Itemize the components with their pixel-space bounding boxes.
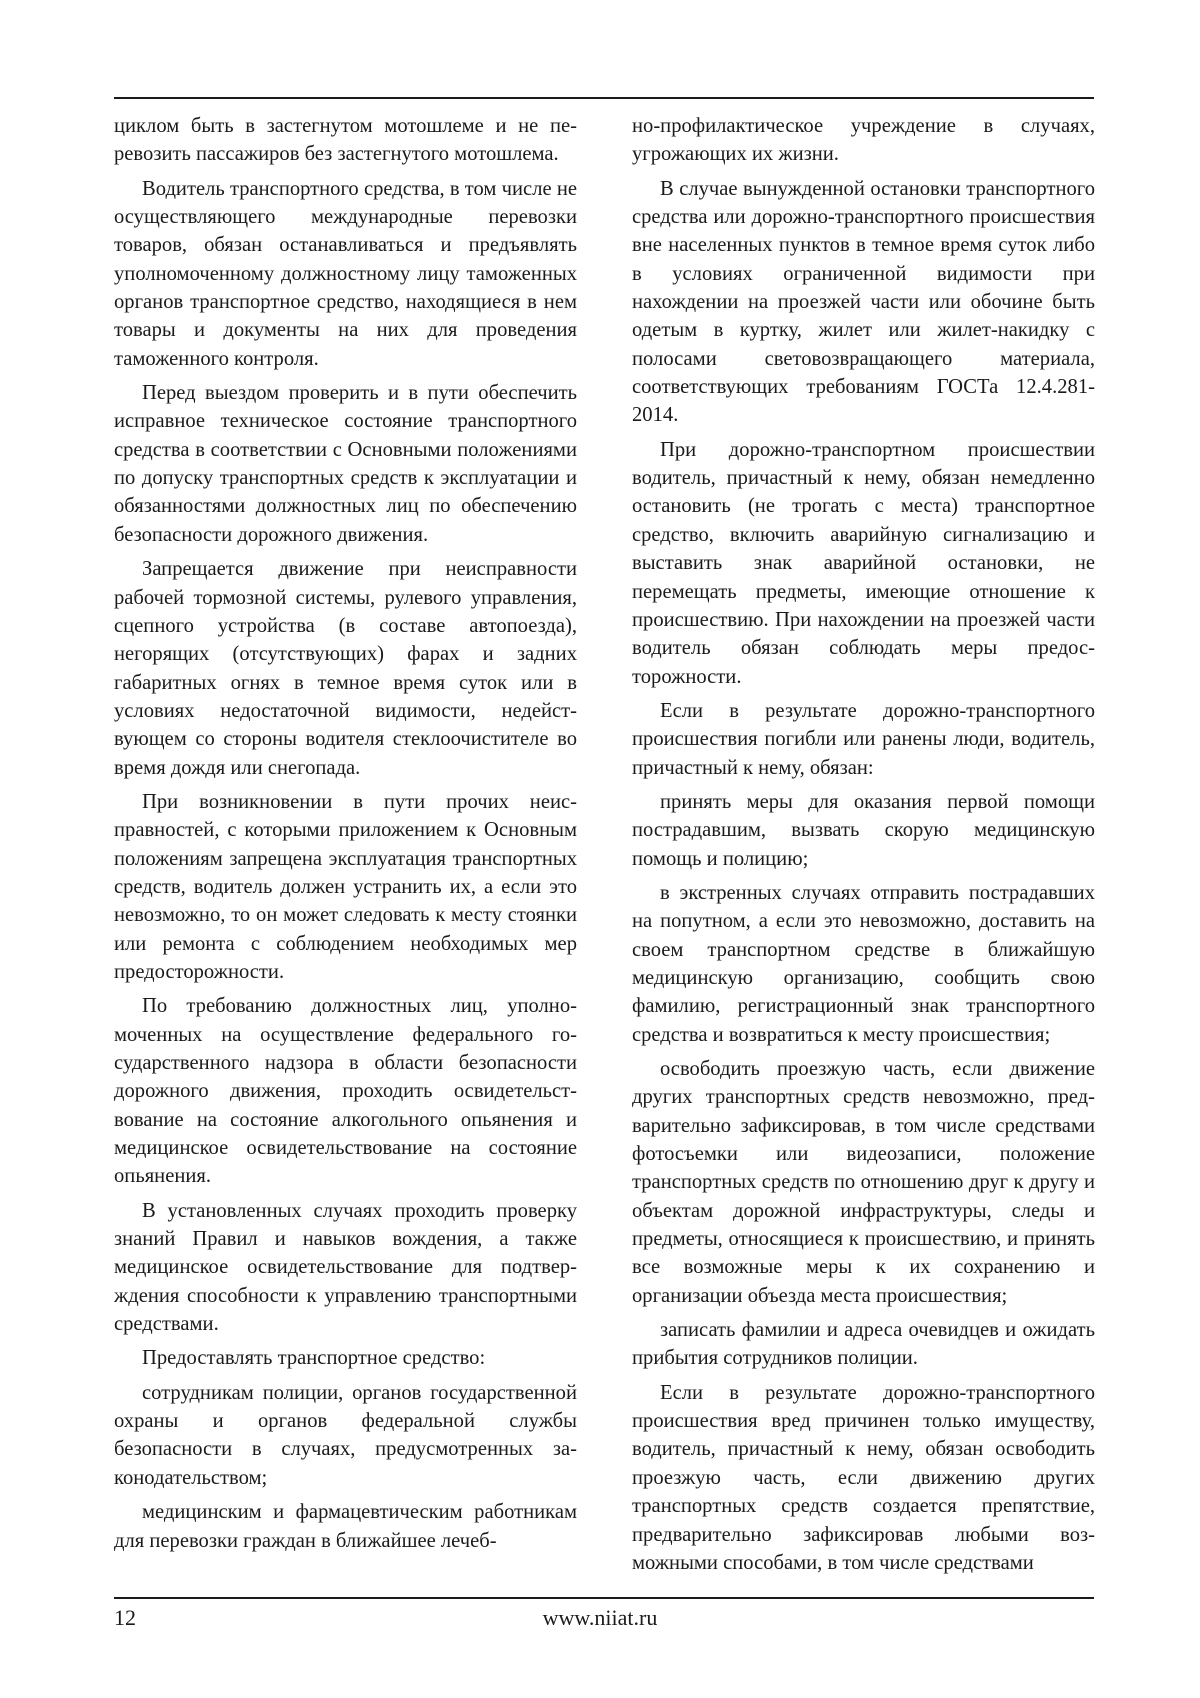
paragraph: Перед выездом проверить и в пути обеспе­чить исправное техническое состояние транс­портного средства в соответствии с Основными положениями по допуску транспортных средств к эксплуатации и обязанностями должностных лиц по обеспечению безопасности дорожного движения. [114,379,577,549]
paragraph: но-профилактическое учреждение в случаях, угрожающих их жизни. [632,112,1095,169]
footer-url: www.niiat.ru [0,1604,1200,1632]
paragraph: Если в результате дорожно-транспортного происшествия вред причинен только имущест­ву, водитель, причастный к нему, обязан осво­бодить проезжую часть, если движению других транспортных средств создается препятствие, предварительно зафиксировав любыми воз­можными способами, в том числе средствами [632,1379,1095,1577]
paragraph: освободить проезжую часть, если движение других транспортных средств невозможно, пред­варительно зафиксировав, в том числе средст­вами фотосъемки или видеозаписи, положение транспортных средств по отношению друг к другу и объектам дорожной инфраструктуры, следы и предметы, относящиеся к происшест­вию, и принять все возможные меры к их со­хранению и организации объезда места проис­шествия; [632,1055,1095,1310]
paragraph: В случае вынужденной остановки транс­портного средства или дорожно-транспортного происшествия вне населенных пунктов в тем­ное время суток либо в условиях ограниченной видимости при нахождении на проезжей части или обочине быть одетым в куртку, жилет или жилет-накидку с полосами световозвращающе­го материала, соответствующих требованиям ГОСТа 12.4.281-2014. [632,175,1095,430]
paragraph: Если в результате дорожно-транспортного происшествия погибли или ранены люди, води­тель, причастный к нему, обязан: [632,697,1095,782]
left-text-column [114,112,577,1586]
paragraph: в экстренных случаях отправить пострадав­ших на попутном, а если это невозможно, дос­тавить на своем транспортном средстве в бли­жайшую медицинскую организацию, сообщить свою фамилию, регистрационный знак транс­портного средства и возвратиться к месту про­исшествия; [632,879,1095,1049]
page-number: 12 [114,1604,136,1632]
paragraph: принять меры для оказания первой помощи пострадавшим, вызвать скорую медицинскую помощь и полицию; [632,788,1095,873]
paragraph: медицинским и фармацевтическим работни­кам для перевозки граждан в ближайшее лечеб- [114,1498,577,1555]
paragraph: записать фамилии и адреса очевидцев и ожидать прибытия сотрудников полиции. [632,1316,1095,1373]
header-rule [114,97,1094,99]
paragraph: По требованию должностных лиц, уполно­моченных на осуществление федерального го­сударственного надзора в области безопасности дорожного движения, проходить освидетельст­вование на состояние алкогольного опьянения и медицинское освидетельствование на состояние опьянения. [114,992,577,1190]
paragraph: Водитель транспортного средства, в том числе не осуществляющего международные перевозки товаров, обязан останавливаться и предъявлять уполномоченному должностному лицу таможенных органов транспортное сред­ство, находящиеся в нем товары и документы на них для проведения таможенного контроля. [114,175,577,373]
footer-rule [114,1597,1094,1599]
paragraph: При возникновении в пути прочих неис­правностей, с которыми приложением к Ос­новным положениям запрещена эксплуатация транспортных средств, водитель должен уст­ранить их, а если это невозможно, то он мо­жет следовать к месту стоянки или ремонта с соблюдением необходимых мер предосторож­ности. [114,788,577,986]
paragraph: Предоставлять транспортное средство: [114,1344,577,1372]
paragraph: Запрещается движение при неисправности рабочей тормозной системы, рулевого управле­ния, сцепного устройства (в составе автопоез­да), негорящих (отсутствующих) фарах и зад­них габаритных огнях в темное время суток или в условиях недостаточной видимости, недейст­вующем со стороны водителя стеклоочистителе во время дождя или снегопада. [114,555,577,782]
paragraph: В установленных случаях проходить провер­ку знаний Правил и навыков вождения, а также медицинское освидетельствование для подтвер­ждения способности к управлению транспорт­ными средствами. [114,1197,577,1339]
paragraph: сотрудникам полиции, органов государст­венной охраны и органов федеральной службы безопасности в случаях, предусмотренных за­конодательством; [114,1379,577,1492]
right-text-column [632,112,1095,1586]
paragraph: При дорожно-транспортном происшествии водитель, причастный к нему, обязан немедлен­но остановить (не трогать с места) транспорт­ное средство, включить аварийную сигнализа­цию и выставить знак аварийной остановки, не перемещать предметы, имеющие отношение к происшествию. При нахождении на проезжей части водитель обязан соблюдать меры предос­торожности. [632,436,1095,691]
paragraph: циклом быть в застегнутом мотошлеме и не пе­ревозить пассажиров без застегнутого мото­шлема. [114,112,577,169]
